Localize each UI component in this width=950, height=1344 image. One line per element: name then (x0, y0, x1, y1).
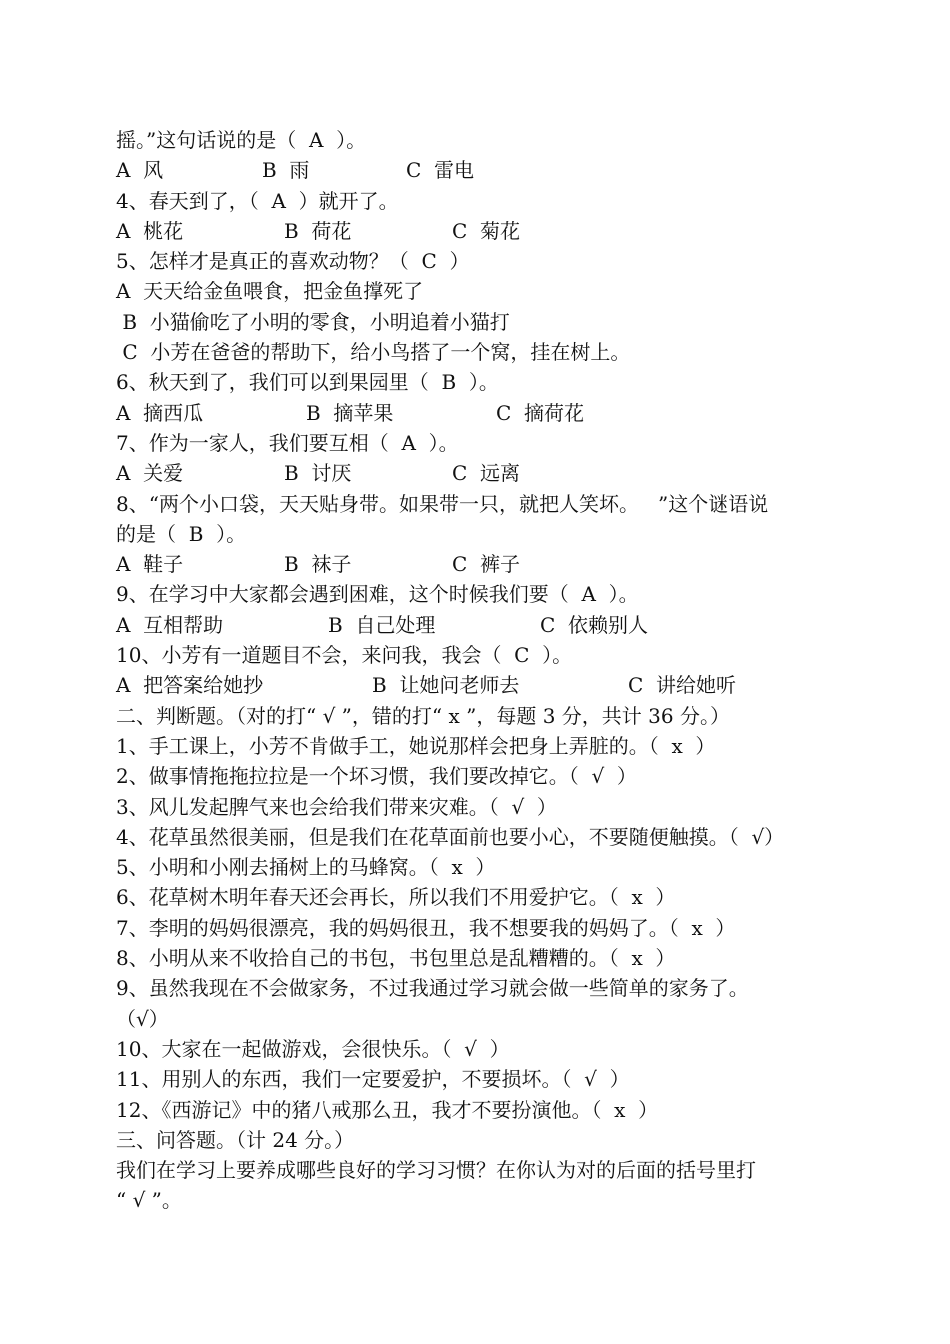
question-9-stem: 9、在学习中大家都会遇到困难，这个时候我们要（ A ）。 (116, 582, 639, 607)
option-a: A 关爱 (116, 461, 184, 486)
option-b: B 摘苹果 (306, 400, 394, 425)
section-2-heading: 二、判断题。（对的打“ √ ”，错的打“ x ”，每题 3 分，共计 36 分。） (116, 703, 730, 728)
option-c: C 裤子 (452, 552, 521, 577)
section-3-question-cont: “ √ ”。 (116, 1188, 182, 1213)
option-a: A 桃花 (116, 218, 184, 243)
option-b: B 袜子 (284, 552, 352, 577)
section-3-question: 我们在学习上要养成哪些良好的学习习惯？在你认为对的后面的括号里打 (116, 1158, 756, 1183)
option-c: C 菊花 (452, 218, 521, 243)
judgement-item-10: 10、大家在一起做游戏，会很快乐。（ √ ） (116, 1036, 510, 1061)
judgement-item-5: 5、小明和小刚去捅树上的马蜂窝。（ x ） (116, 855, 496, 880)
option-a: A 把答案给她抄 (116, 673, 264, 698)
option-a: A 互相帮助 (116, 612, 224, 637)
question-6-stem: 6、秋天到了，我们可以到果园里（ B ）。 (116, 370, 499, 395)
judgement-item-2: 2、做事情拖拖拉拉是一个坏习惯，我们要改掉它。（ √ ） (116, 764, 637, 789)
option-c: C 雷电 (406, 158, 475, 183)
option-b: B 让她问老师去 (372, 673, 520, 698)
option-a: A 风 (116, 158, 164, 183)
question-5-option-c: C 小芳在爸爸的帮助下，给小鸟搭了一个窝，挂在树上。 (116, 340, 631, 365)
judgement-item-8: 8、小明从来不收拾自己的书包，书包里总是乱糟糟的。（ x ） (116, 946, 676, 971)
judgement-item-9: 9、虽然我现在不会做家务，不过我通过学习就会做一些简单的家务了。 (116, 976, 749, 1001)
question-8-stem-cont: 的是（ B ）。 (116, 521, 247, 546)
document-body (116, 125, 846, 1216)
question-5-option-b: B 小猫偷吃了小明的零食，小明追着小猫打 (116, 309, 510, 334)
option-b: B 讨厌 (284, 461, 352, 486)
option-c: C 远离 (452, 461, 521, 486)
judgement-item-1: 1、手工课上，小芳不肯做手工，她说那样会把身上弄脏的。（ x ） (116, 733, 716, 758)
question-10-options (116, 670, 846, 700)
question-8-options (116, 549, 846, 579)
judgement-item-6: 6、花草树木明年春天还会再长，所以我们不用爱护它。（ x ） (116, 885, 676, 910)
option-c: C 讲给她听 (628, 673, 737, 698)
judgement-item-12: 12、《西游记》中的猪八戒那么丑，我才不要扮演他。（ x ） (116, 1097, 659, 1122)
question-5-option-a: A 天天给金鱼喂食，把金鱼撑死了 (116, 279, 424, 304)
option-c: C 依赖别人 (540, 612, 649, 637)
question-6-options (116, 398, 846, 428)
question-3-stem-end: 摇。”这句话说的是（ A ）。 (116, 128, 367, 152)
option-b: B 雨 (262, 158, 310, 183)
question-4-options (116, 216, 846, 246)
judgement-item-4: 4、花草虽然很美丽，但是我们在花草面前也要小心，不要随便触摸。（ √） (116, 824, 785, 849)
option-b: B 自己处理 (328, 612, 436, 637)
question-3-options (116, 155, 846, 185)
option-a: A 摘西瓜 (116, 400, 204, 425)
question-9-options (116, 610, 846, 640)
option-c: C 摘荷花 (496, 400, 585, 425)
section-3-heading: 三、问答题。（计 24 分。） (116, 1127, 355, 1152)
judgement-item-11: 11、用别人的东西，我们一定要爱护，不要损坏。（ √ ） (116, 1067, 630, 1092)
judgement-item-7: 7、李明的妈妈很漂亮，我的妈妈很丑，我不想要我的妈妈了。（ x ） (116, 915, 736, 940)
question-8-stem: 8、“两个小口袋，天天贴身带。如果带一只，就把人笑坏。 ”这个谜语说 (116, 491, 769, 516)
question-7-options (116, 458, 846, 488)
question-4-stem: 4、春天到了，（ A ）就开了。 (116, 188, 399, 213)
question-5-stem: 5、怎样才是真正的喜欢动物？（ C ） (116, 249, 470, 274)
option-a: A 鞋子 (116, 552, 184, 577)
judgement-item-9-answer: （√） (116, 1006, 169, 1031)
option-b: B 荷花 (284, 218, 352, 243)
question-10-stem: 10、小芳有一道题目不会，来问我，我会（ C ）。 (116, 643, 573, 668)
question-7-stem: 7、作为一家人，我们要互相（ A ）。 (116, 430, 459, 455)
judgement-item-3: 3、风儿发起脾气来也会给我们带来灾难。（ √ ） (116, 794, 557, 819)
